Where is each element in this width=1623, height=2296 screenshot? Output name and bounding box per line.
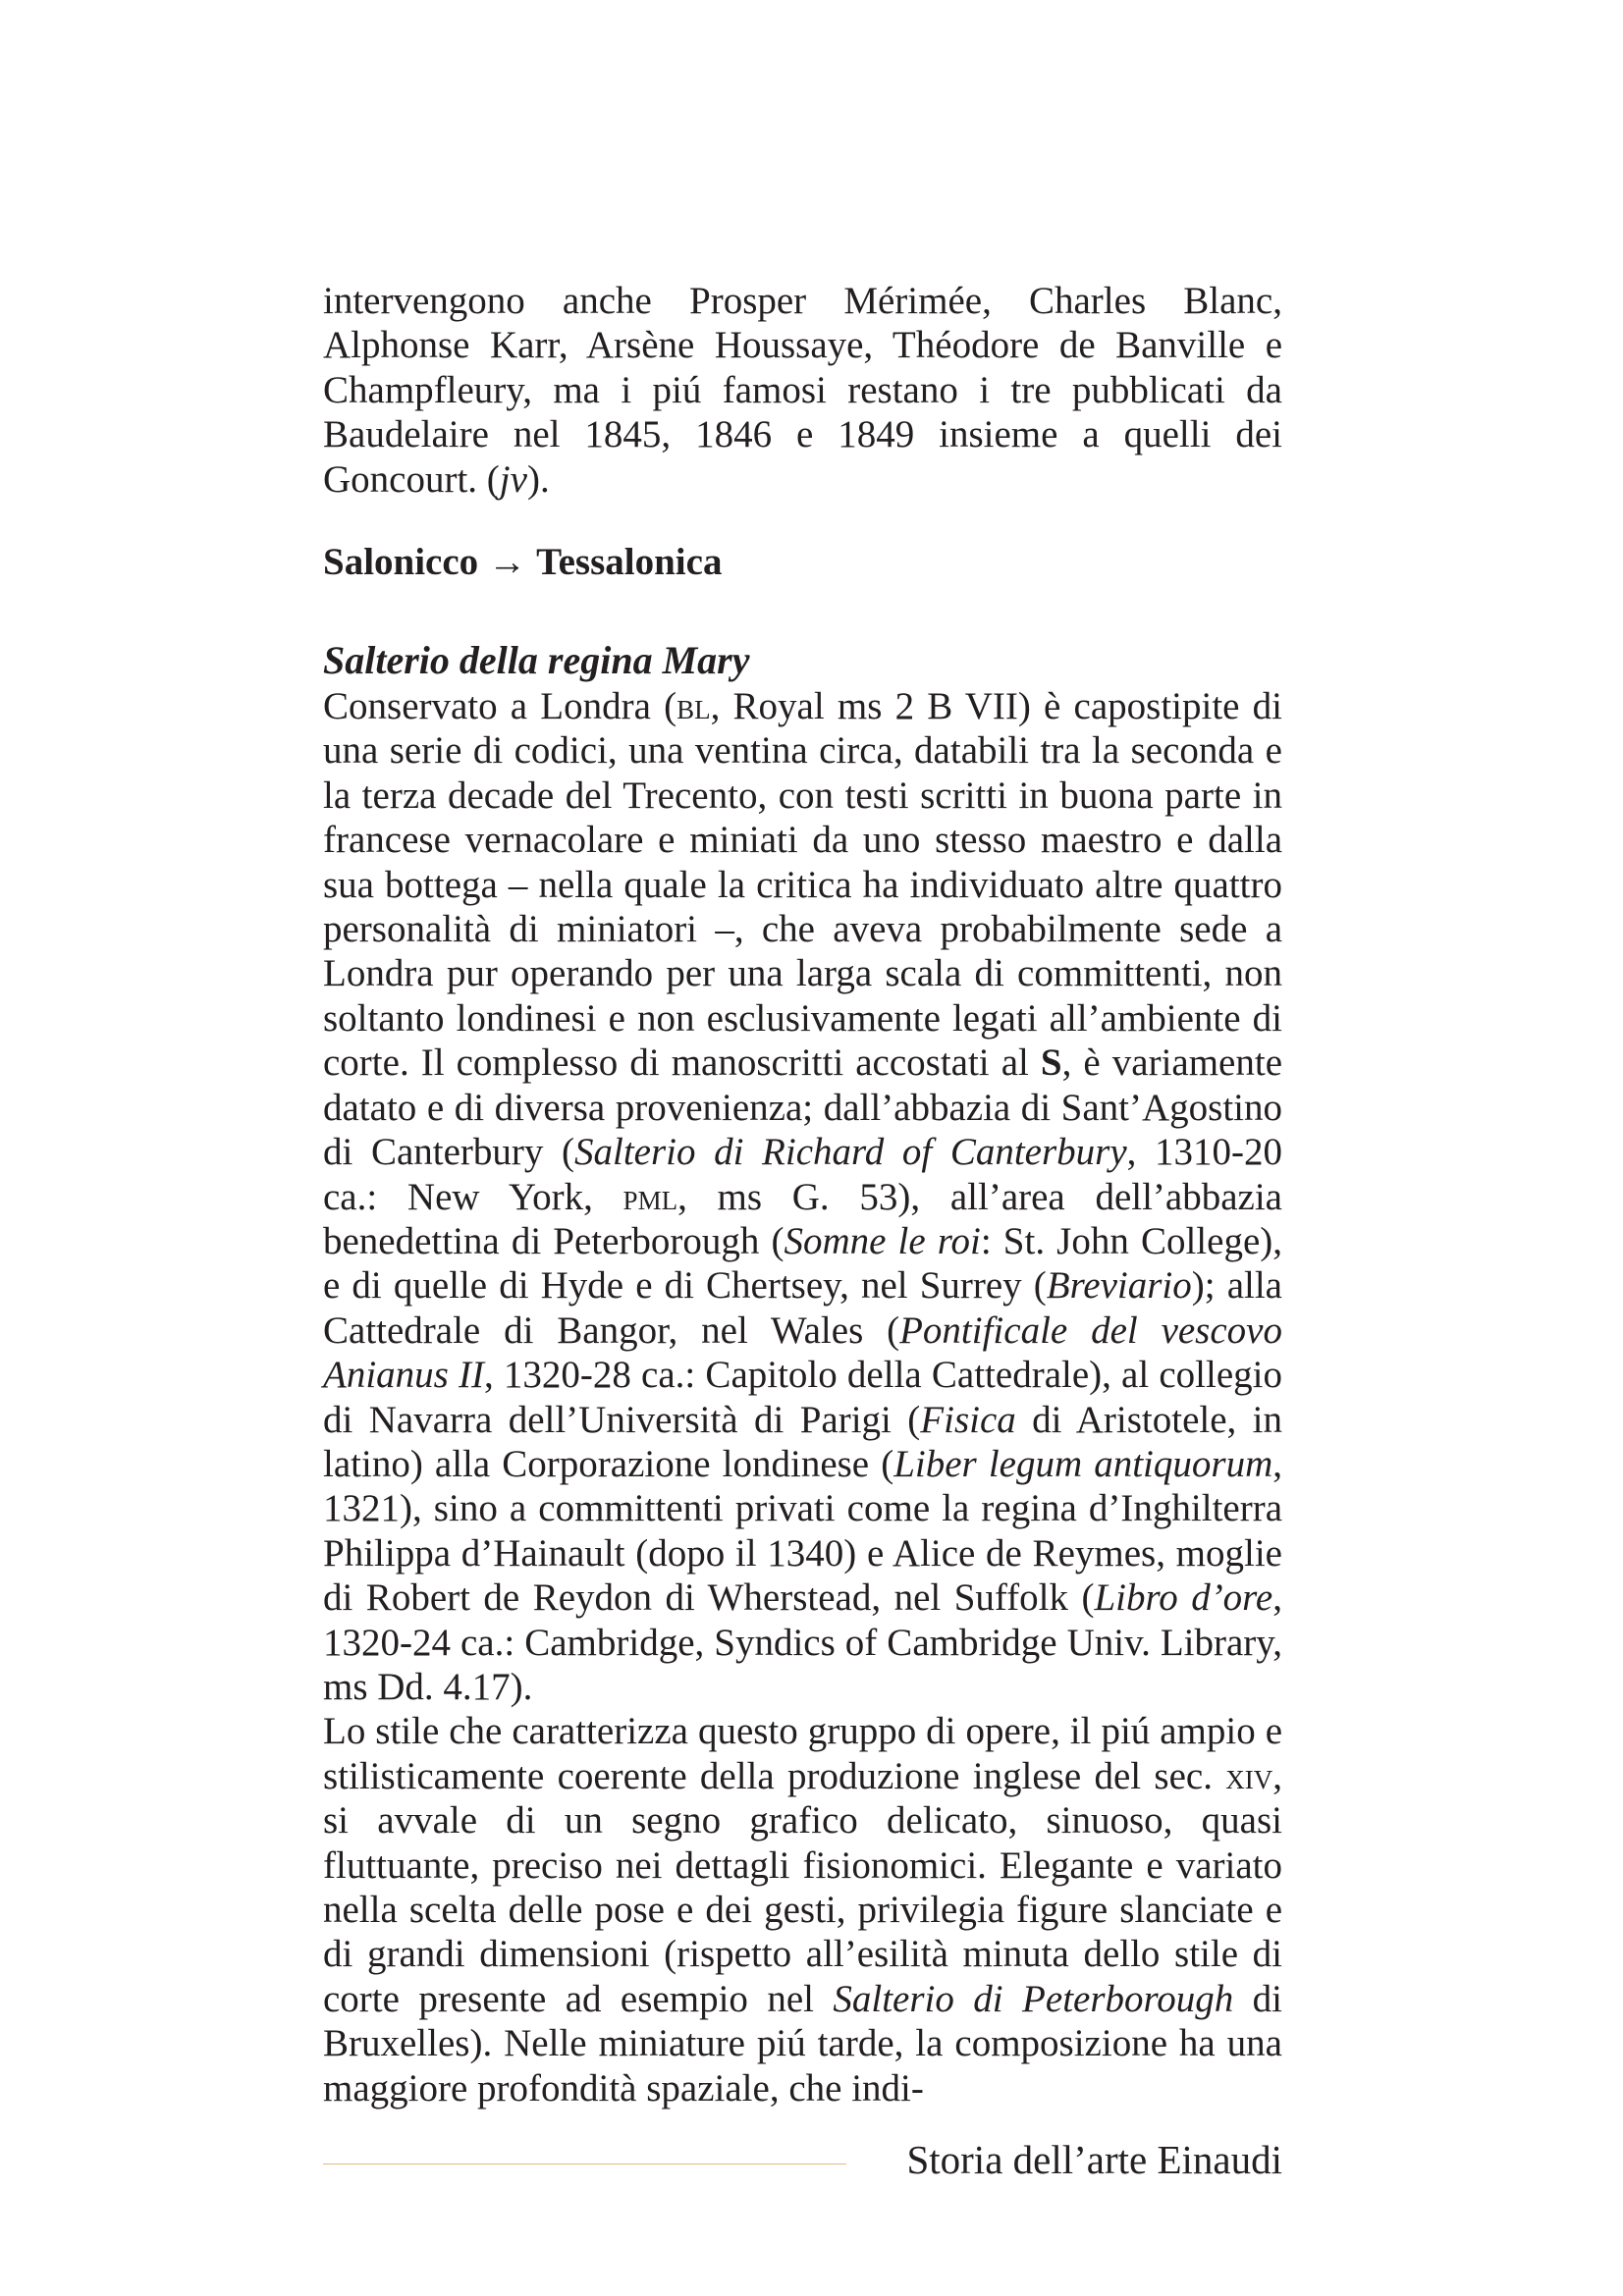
main-text-column (323, 279, 1282, 2110)
entry-paragraph-2: Lo stile che caratterizza questo gruppo di opere, il piú ampio e stilisticamente coerente della produzione inglese del sec. xiv, si avvale di un segno grafico delicato, sinuoso, quasi fluttuante, preciso nei dettagli fisionomici. Elegante e variato nella scelta delle pose e dei gesti, privilegia figure slanciate e di grandi dimensioni (rispetto all’esilità minuta dello stile di corte presente ad esempio nel Salterio di Peterborough di Bruxelles). Nelle miniature piú tarde, la composizione ha una maggiore profondità spaziale, che indi- (323, 1710, 1283, 2109)
xref-source-term: Salonicco (323, 541, 479, 584)
intro-paragraph: intervengono anche Prosper Mérimée, Charles Blanc, Alphonse Karr, Arsène Houssaye, Théodore de Banville e Champfleury, ma i piú famosi restano i tre pubblicati da Baudelaire nel 1845, 1846 e 1849 insieme a quelli dei Goncourt. (jv). (323, 280, 1282, 501)
author-initials: jv (499, 457, 527, 501)
xref-target-term: Tessalonica (536, 541, 723, 584)
entry-title: Salterio della regina Mary (323, 638, 750, 683)
entry-paragraph-1: Conservato a Londra (bl, Royal ms 2 B VII) è capostipite di una serie di codici, una ventina circa, databili tra la seconda e la terza decade del Trecento, con testi scritti in buona parte in francese vernacolare e miniati da uno stesso maestro e dalla sua bottega – nella quale la critica ha individuato altre quattro personalità di miniatori –, che aveva probabilmente sede a Londra pur operando per una larga scala di committenti, non soltanto londinesi e non esclusivamente legati all’ambiente di corte. Il complesso di manoscritti accostati al S, è variamente datato e di diversa provenienza; dall’abbazia di Sant’Agostino di Canterbury (Salterio di Richard of Canterbury, 1310-20 ca.: New York, pml, ms G. 53), all’area dell’abbazia benedettina di Peterborough (Somne le roi: St. John College), e di quelle di Hyde e di Chertsey, nel Surrey (Breviario); alla Cattedrale di Bangor, nel Wales (Pontificale del vescovo Anianus II, 1320-28 ca.: Capitolo della Cattedrale), al collegio di Navarra dell’Università di Parigi (Fisica di Aristotele, in latino) alla Corporazione londinese (Liber legum antiquorum, 1321), sino a committenti privati come la regina d’Inghilterra Philippa d’Hainault (dopo il 1340) e Alice de Reymes, moglie di Robert de Reydon di Wherstead, nel Suffolk (Libro d’ore, 1320-24 ca.: Cambridge, Syndics of Cambridge Univ. Library, ms Dd. 4.17). (323, 685, 1283, 1708)
footer-publication-title: Storia dell’arte Einaudi (906, 2137, 1282, 2182)
cross-reference-heading (323, 540, 1282, 584)
footer-rule (323, 2163, 846, 2164)
right-arrow-icon: → (488, 541, 527, 584)
